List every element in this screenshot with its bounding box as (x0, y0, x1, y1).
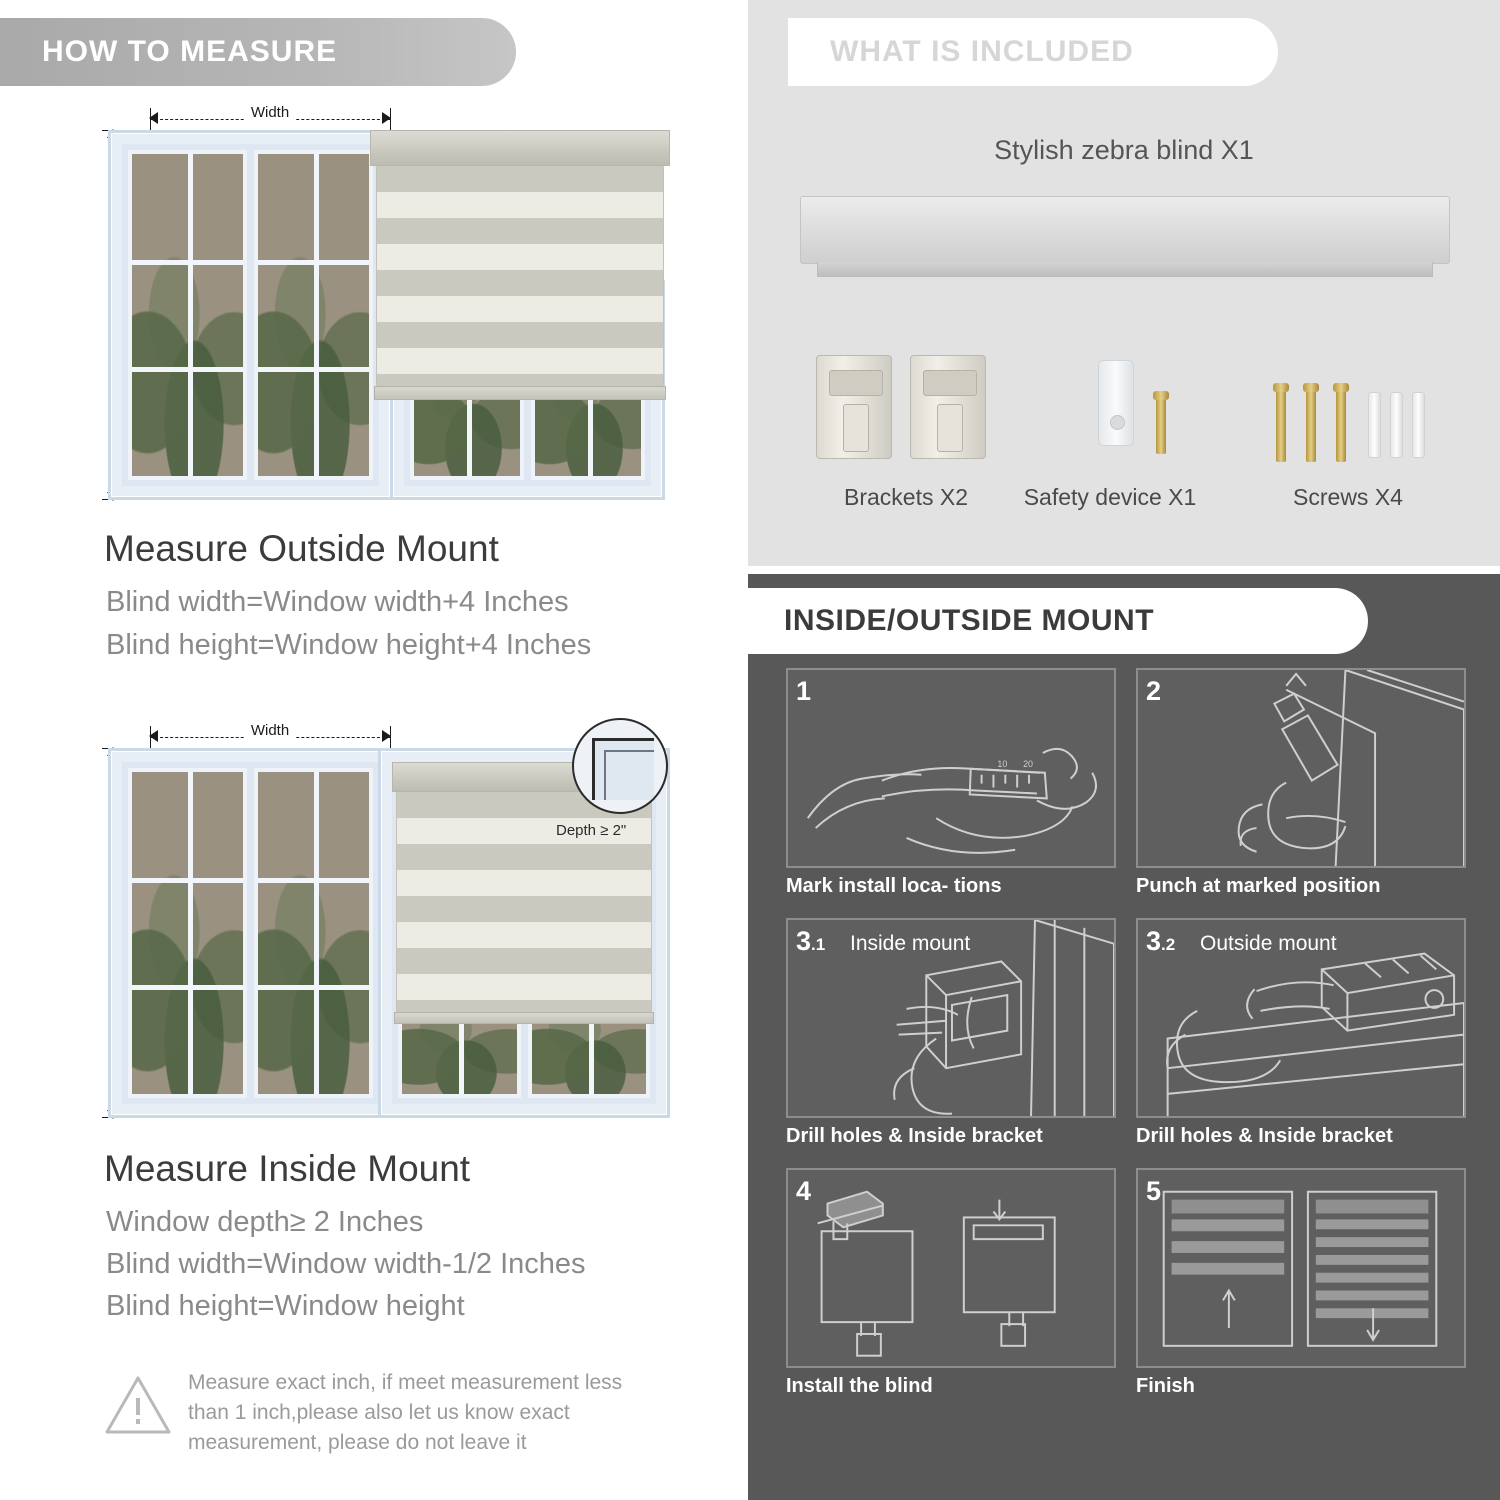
window-pane-right (254, 150, 373, 480)
step-3-1-number: 3.1 (796, 926, 826, 956)
step-3-1-sublabel: Inside mount (850, 932, 971, 955)
step-1-number: 1 (796, 676, 812, 706)
install-step-3-2 (1136, 918, 1466, 1148)
depth-label: Depth ≥ 2" (556, 822, 627, 839)
inside-mount-title: Measure Inside Mount (104, 1148, 471, 1189)
inside-width-label: Width (244, 722, 296, 739)
wall-anchor-icon (1390, 392, 1403, 458)
measure-warning (104, 1368, 664, 1478)
kit-item-label-brackets: Brackets X2 (844, 484, 968, 510)
outside-mount-line-2: Blind height=Window height+4 Inches (106, 629, 592, 661)
step-2-illustration (1136, 668, 1466, 868)
kit-blind-title: Stylish zebra blind X1 (994, 135, 1254, 165)
blind-bottom-rail (374, 386, 666, 400)
inside-mount-line-3: Blind height=Window height (106, 1290, 465, 1322)
outside-mount-line-1: Blind width=Window width+4 Inches (106, 586, 569, 618)
step-1-illustration (786, 668, 1116, 868)
whats-included-panel (748, 0, 1500, 566)
warning-triangle-icon (104, 1374, 172, 1436)
kit-item-label-screws: Screws X4 (1293, 484, 1403, 510)
whats-included-header (788, 18, 1278, 86)
blind-fabric (376, 166, 664, 388)
step-5-number: 5 (1146, 1176, 1162, 1206)
inside-mount-illustration (40, 718, 680, 1118)
install-step-3-1 (786, 918, 1116, 1148)
screw-icon (1276, 390, 1286, 462)
window-pane-left (128, 768, 247, 1098)
how-to-measure-title: HOW TO MEASURE (42, 35, 338, 68)
step-3-2-sublabel: Outside mount (1200, 932, 1337, 955)
step-3-2-illustration (1136, 918, 1466, 1118)
finished-blinds-icon (1138, 1170, 1464, 1368)
outside-width-dimension (150, 104, 390, 130)
depth-callout-icon (572, 718, 668, 814)
inside-mount-line-2: Blind width=Window width-1/2 Inches (106, 1248, 586, 1280)
screw-icon (1156, 398, 1166, 454)
install-blind-icon (788, 1170, 1114, 1368)
measure-warning-text: Measure exact inch, if meet measurement less than 1 inch,please also let us know exact measurement, please do not leave it (188, 1371, 623, 1454)
window-inside (108, 748, 393, 1118)
blind-bottom-rail (394, 1012, 654, 1024)
svg-text:10: 10 (997, 758, 1008, 769)
inside-outside-mount-header (748, 588, 1368, 654)
window-pane-left (128, 150, 247, 480)
inside-mount-line-1: Window depth≥ 2 Inches (106, 1206, 424, 1238)
screw-icon (1306, 390, 1316, 462)
how-to-measure-header (0, 18, 516, 86)
kit-item-label-safety: Safety device X1 (1023, 484, 1197, 510)
safety-device-icon (1098, 360, 1134, 446)
step-1-caption: Mark install loca- tions (786, 875, 1002, 897)
install-step-1 (786, 668, 1116, 898)
outside-width-label: Width (244, 104, 296, 121)
kit-blind-image (800, 196, 1450, 264)
install-step-5 (1136, 1168, 1466, 1398)
step-4-illustration (786, 1168, 1116, 1368)
step-2-caption: Punch at marked position (1136, 875, 1381, 897)
install-step-4 (786, 1168, 1116, 1398)
whats-included-title: WHAT IS INCLUDED (830, 35, 1134, 68)
step-2-number: 2 (1146, 676, 1162, 706)
inside-outside-mount-panel (748, 574, 1500, 1500)
drill-icon (1138, 670, 1464, 868)
step-3-2-caption: Drill holes & Inside bracket (1136, 1125, 1393, 1147)
outside-mount-title: Measure Outside Mount (104, 528, 499, 569)
step-5-illustration (1136, 1168, 1466, 1368)
blind-headrail (370, 130, 670, 166)
wall-anchor-icon (1368, 392, 1381, 458)
svg-text:20: 20 (1023, 758, 1033, 769)
step-4-number: 4 (796, 1176, 812, 1206)
inside-outside-mount-title: INSIDE/OUTSIDE MOUNT (784, 604, 1155, 637)
inside-width-dimension (150, 722, 390, 748)
window-outside (108, 130, 393, 500)
step-5-caption: Finish (1136, 1375, 1195, 1397)
step-4-caption: Install the blind (786, 1375, 933, 1397)
step-3-1-caption: Drill holes & Inside bracket (786, 1125, 1043, 1147)
step-3-2-number: 3.2 (1146, 926, 1176, 956)
how-to-measure-panel (0, 0, 740, 1500)
install-steps (786, 668, 1466, 1398)
screw-icon (1336, 390, 1346, 462)
wall-anchor-icon (1412, 392, 1425, 458)
step-3-1-illustration (786, 918, 1116, 1118)
bracket-icon (816, 355, 892, 459)
window-pane-right (254, 768, 373, 1098)
window-with-blind-outside (370, 130, 670, 500)
bracket-icon (910, 355, 986, 459)
outside-mount-illustration (40, 100, 680, 500)
install-step-2 (1136, 668, 1466, 898)
hand-measuring-tape-icon (788, 670, 1114, 868)
